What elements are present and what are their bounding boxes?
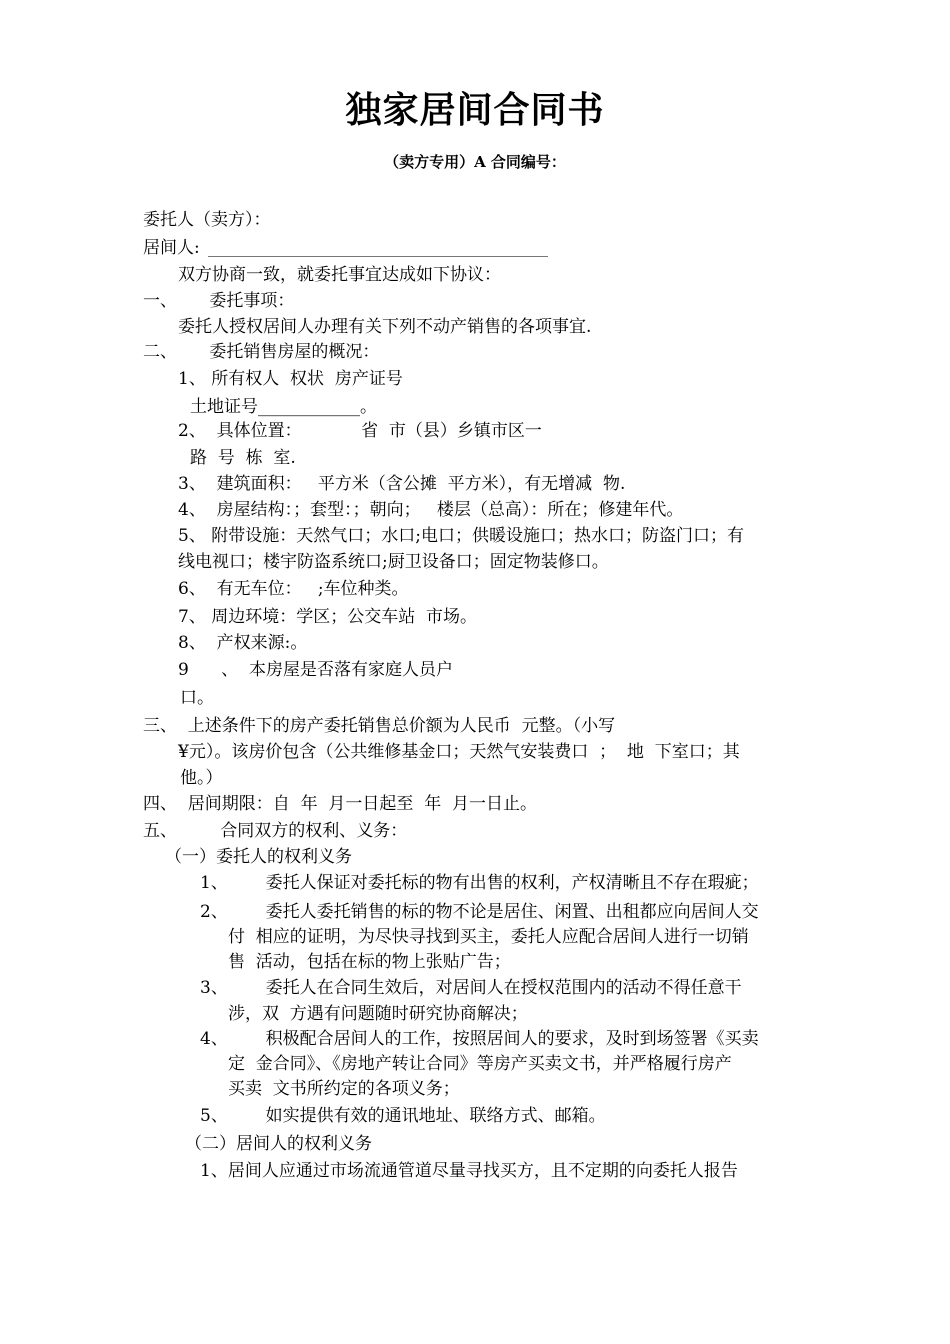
clause-line: 一、 委托事项： bbox=[143, 291, 295, 311]
clause-line: 8、 产权来源:。 bbox=[178, 633, 308, 653]
clause-line: 1、居间人应通过市场流通管道尽量寻找买方，且不定期的向委托人报告 bbox=[200, 1161, 738, 1181]
clause-line: 涉，双 方遇有问题随时研究协商解决； bbox=[228, 1004, 528, 1024]
clause-line: 3、 建筑面积： 平方米（含公摊 平方米），有无增减 物. bbox=[178, 474, 626, 494]
clause-line: 二、 委托销售房屋的概况： bbox=[143, 342, 380, 362]
clause-line: 委托人授权居间人办理有关下列不动产销售的各项事宜. bbox=[178, 317, 592, 337]
clause-line: 4、 积极配合居间人的工作，按照居间人的要求，及时到场签署《买卖 bbox=[200, 1029, 759, 1049]
clause-line: 五、 合同双方的权利、义务： bbox=[143, 821, 408, 841]
clause-line: 5、 如实提供有效的通讯地址、联络方式、邮箱。 bbox=[200, 1106, 606, 1126]
clause-line: 居间人: bbox=[143, 238, 200, 258]
clause-line: 土地证号____________。 bbox=[190, 397, 377, 417]
clause-line: 7、 周边环境：学区；公交车站 市场。 bbox=[178, 607, 478, 627]
clause-line: （二）居间人的权利义务 bbox=[185, 1134, 372, 1154]
clause-line: 四、 居间期限：自 年 月一日起至 年 月一日止。 bbox=[143, 794, 538, 814]
clause-line: 9 、 本房屋是否落有家庭人员户 bbox=[178, 660, 454, 680]
clause-line: 2、 具体位置： 省 市（县）乡镇市区一 bbox=[178, 421, 542, 441]
clause-line: 1、 所有权人 权状 房产证号 bbox=[178, 369, 403, 389]
clause-line: 付 相应的证明，为尽快寻找到买主，委托人应配合居间人进行一切销 bbox=[228, 927, 749, 947]
clause-line: 定 金合同》、《房地产转让合同》等房产买卖文书，并严格履行房产 bbox=[228, 1054, 732, 1074]
clause-line: ¥元）。该房价包含（公共维修基金口；天然气安装费口 ； 地 下室口；其 bbox=[178, 742, 740, 762]
clause-line: 他。） bbox=[180, 768, 223, 788]
clause-line: 委托人（卖方）： bbox=[143, 210, 271, 230]
clause-line: 2、 委托人委托销售的标的物不论是居住、闲置、出租都应向居间人交 bbox=[200, 902, 759, 922]
clause-line: 三、 上述条件下的房产委托销售总价额为人民币 元整。（小写 bbox=[143, 716, 616, 736]
clause-line: （一）委托人的权利义务 bbox=[165, 847, 352, 867]
clause-line: 6、 有无车位： ;车位种类。 bbox=[178, 579, 409, 599]
clause-line: 口。 bbox=[180, 688, 214, 708]
underline-blank bbox=[208, 256, 548, 257]
document-subtitle: （卖方专用）A 合同编号： bbox=[384, 153, 566, 171]
clause-line: 买卖 文书所约定的各项义务； bbox=[228, 1079, 460, 1099]
clause-line: 售 活动，包括在标的物上张贴广告； bbox=[228, 952, 511, 972]
clause-line: 线电视口；楼宇防盗系统口;厨卫设备口；固定物装修口。 bbox=[178, 552, 609, 572]
clause-line: 1、 委托人保证对委托标的物有出售的权利，产权清晰且不存在瑕疵； bbox=[200, 873, 759, 893]
clause-line: 双方协商一致，就委托事宜达成如下协议： bbox=[178, 265, 501, 285]
document-title: 独家居间合同书 bbox=[345, 90, 605, 131]
clause-line: 5、 附带设施：天然气口；水口;电口；供暖设施口；热水口；防盗门口；有 bbox=[178, 526, 744, 546]
clause-line: 路 号 栋 室. bbox=[190, 448, 296, 468]
clause-line: 4、 房屋结构：；套型：；朝向； 楼层（总高）：所在；修建年代。 bbox=[178, 500, 684, 520]
clause-line: 3、 委托人在合同生效后，对居间人在授权范围内的活动不得任意干 bbox=[200, 978, 742, 998]
